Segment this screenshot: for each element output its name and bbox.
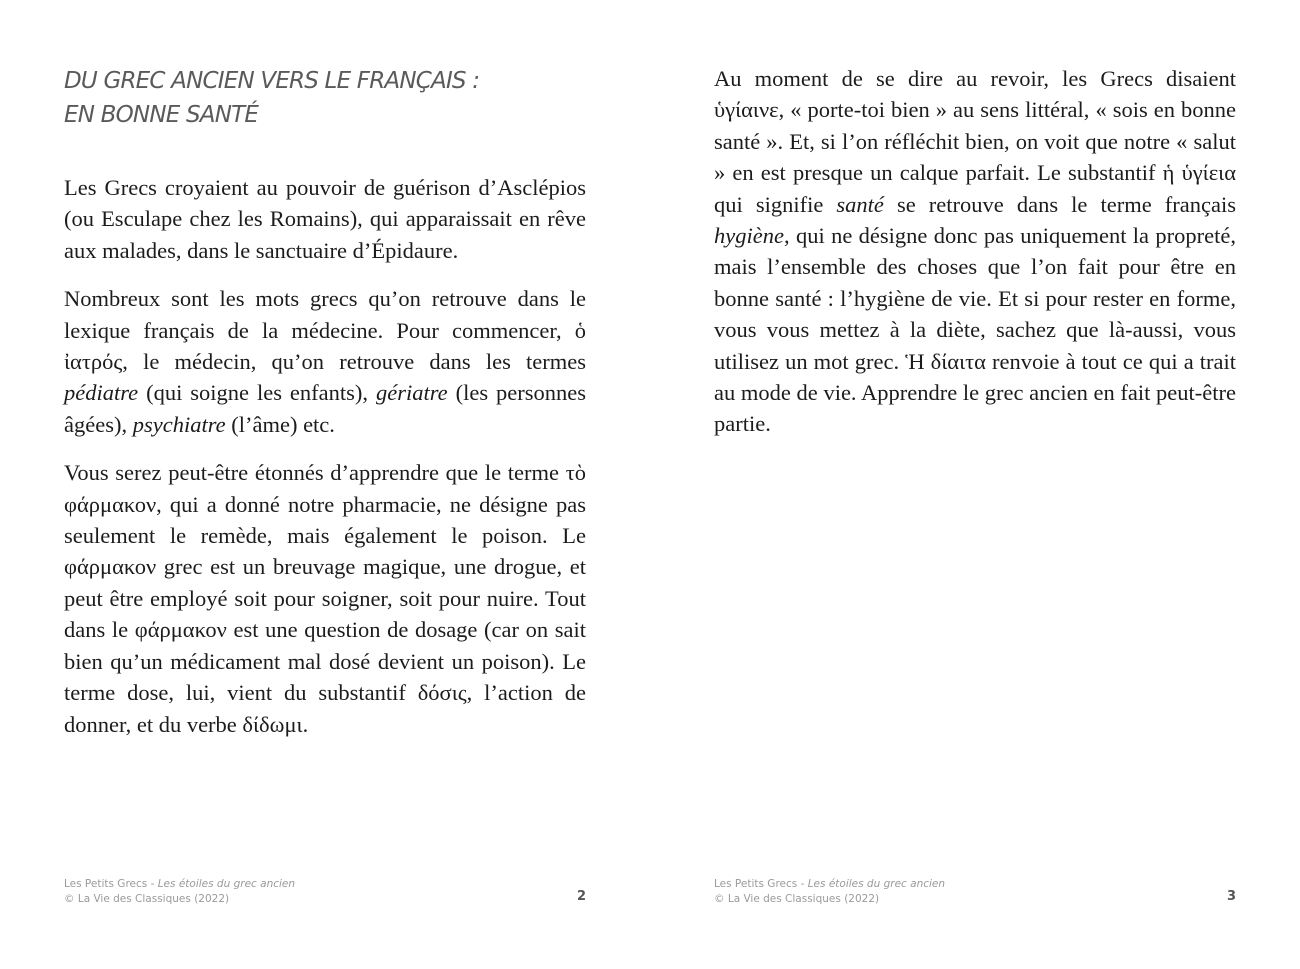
- footer-series: Les Petits Grecs -: [64, 878, 158, 890]
- italic-term-geriatre: gériatre: [375, 380, 448, 406]
- italic-term-sante: santé: [836, 191, 884, 217]
- left-page-content: [64, 64, 586, 757]
- paragraph-hygieia: [714, 63, 1236, 440]
- title-line-2: EN BONNE SANTÉ: [64, 102, 259, 128]
- footer-copyright: © La Vie des Classiques (2022): [64, 893, 230, 905]
- title-line-1: DU GREC ANCIEN VERS LE FRANÇAIS :: [64, 68, 480, 94]
- page-footer: [714, 877, 1236, 907]
- italic-term-psychiatre: psychiatre: [132, 411, 226, 437]
- italic-term-hygiene: hygiène: [714, 223, 784, 249]
- footer-copyright: © La Vie des Classiques (2022): [714, 893, 880, 905]
- text-segment: , qui ne désigne donc pas uniquement la propreté, mais l’ensemble des choses que l’on fait pour être en bonne santé : l’hygiène de vie. Et si pour rester en forme, vous vous mettez à la diète, sachez que là-aussi, vous utilisez un mot grec. Ἡ δίαιτα renvoie à tout ce qui a trait au mode de vie. Apprendre le grec ancien en fait peut-être partie.: [714, 223, 1236, 437]
- footer-series: Les Petits Grecs -: [714, 878, 808, 890]
- paragraph-pharmakon: Vous serez peut-être étonnés d’apprendre que le terme τὸ φάρμακον, qui a donné notre pharmacie, ne désigne pas seulement le remède, mais également le poison. Le φάρμακον grec est un breuvage magique, une drogue, et peut être employé soit pour soigner, soit pour nuire. Tout dans le φάρμακον est une question de dosage (car on sait bien qu’un médicament mal dosé devient un poison). Le terme dose, lui, vient du substantif δόσις, l’action de donner, et du verbe δίδωμι.: [64, 460, 586, 737]
- text-segment: (les personnes âgées),: [64, 380, 587, 437]
- page-title: [64, 64, 586, 132]
- paragraph-iatros: [64, 283, 586, 440]
- footer-series-line: [714, 877, 1236, 892]
- paragraph-asclepios: Les Grecs croyaient au pouvoir de guérison d’Asclépios (ou Esculape chez les Romains), qui apparaissait en rêve aux malades, dans le sanctuaire d’Épidaure.: [64, 175, 586, 263]
- footer-series-line: [64, 877, 586, 892]
- text-segment: Nombreux sont les mots grecs qu’on retrouve dans le lexique français de la médecine. Pour commencer, ὁ ἰατρός, le médecin, qu’on retrouve dans les termes: [64, 286, 586, 375]
- text-segment: se retrouve dans le terme français: [883, 191, 1236, 217]
- text-segment: (l’âme) etc.: [225, 411, 335, 437]
- italic-term-pediatre: pédiatre: [64, 380, 139, 406]
- text-segment: Au moment de se dire au revoir, les Grecs disaient ὑγίαινε, « porte-toi bien » au sens littéral, « sois en bonne santé ». Et, si l’on réfléchit bien, on voit que notre « salut » en est presque un calque parfait. Le substantif ἡ ὑγίεια qui signifie: [714, 66, 1236, 217]
- page-number: 2: [576, 889, 586, 904]
- right-page: [650, 0, 1300, 969]
- text-segment: (qui soigne les enfants),: [138, 380, 376, 406]
- right-page-content: [714, 63, 1236, 457]
- page-footer: [64, 877, 586, 907]
- footer-book-title: Les étoiles du grec ancien: [157, 878, 296, 890]
- page-number: 3: [1226, 889, 1236, 904]
- footer-book-title: Les étoiles du grec ancien: [807, 878, 946, 890]
